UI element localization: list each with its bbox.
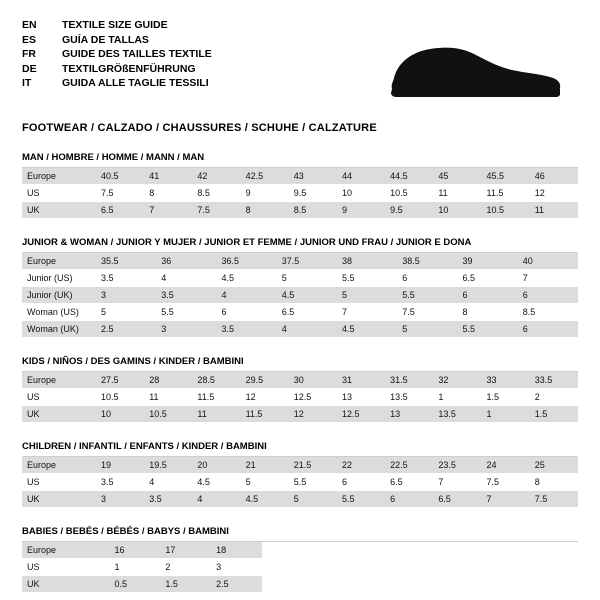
size-table-kids: [22, 372, 578, 423]
cell: 18: [211, 542, 262, 559]
table-row: [22, 253, 578, 270]
cell: 7.5: [96, 185, 144, 202]
table-row: [22, 559, 262, 576]
cell: 31: [337, 372, 385, 389]
cell: 44.5: [385, 168, 433, 185]
cell: 7: [518, 270, 578, 287]
cell: 4.5: [241, 491, 289, 508]
cell: 16: [109, 542, 160, 559]
cell: 25: [530, 457, 578, 474]
cell: 20: [192, 457, 240, 474]
cell: 1.5: [482, 389, 530, 406]
language-row: [22, 76, 212, 91]
table-row: [22, 304, 578, 321]
cell: 10: [96, 406, 144, 423]
cell: 3: [96, 491, 144, 508]
cell: 46: [530, 168, 578, 185]
row-label: US: [22, 474, 96, 491]
cell: 12.5: [289, 389, 337, 406]
cell: 10.5: [482, 202, 530, 219]
cell: 8: [458, 304, 518, 321]
cell: 11: [144, 389, 192, 406]
table-row: [22, 576, 262, 593]
cell: 8.5: [289, 202, 337, 219]
cell: 5: [397, 321, 457, 338]
size-table-babies: [22, 542, 262, 593]
row-label: Europe: [22, 253, 96, 270]
cell: 4: [156, 270, 216, 287]
cell: 5: [277, 270, 337, 287]
table-row: [22, 287, 578, 304]
cell: 6: [518, 287, 578, 304]
table-row: [22, 270, 578, 287]
cell: 12: [289, 406, 337, 423]
row-label: Europe: [22, 542, 109, 559]
row-label: US: [22, 389, 96, 406]
table-row: [22, 474, 578, 491]
table-row: [22, 321, 578, 338]
cell: 28.5: [192, 372, 240, 389]
cell: 5.5: [337, 270, 397, 287]
language-row: [22, 47, 212, 62]
cell: 29.5: [241, 372, 289, 389]
cell: 13.5: [433, 406, 481, 423]
cell: 19.5: [144, 457, 192, 474]
language-title: GUIDA ALLE TAGLIE TESSILI: [62, 77, 209, 89]
cell: 7: [337, 304, 397, 321]
cell: 1: [482, 406, 530, 423]
cell: 33: [482, 372, 530, 389]
cell: 31.5: [385, 372, 433, 389]
cell: 8.5: [518, 304, 578, 321]
cell: 6: [458, 287, 518, 304]
cell: 22.5: [385, 457, 433, 474]
cell: 3: [96, 287, 156, 304]
language-row: [22, 33, 212, 48]
row-label: UK: [22, 491, 96, 508]
cell: 7: [144, 202, 192, 219]
cell: 1.5: [530, 406, 578, 423]
cell: 8.5: [192, 185, 240, 202]
cell: 22: [337, 457, 385, 474]
cell: 11: [433, 185, 481, 202]
cell: 5: [96, 304, 156, 321]
cell: 45: [433, 168, 481, 185]
cell: 42.5: [241, 168, 289, 185]
cell: 10.5: [144, 406, 192, 423]
row-label: Woman (UK): [22, 321, 96, 338]
cell: 7.5: [530, 491, 578, 508]
row-label: Europe: [22, 168, 96, 185]
cell: 9: [337, 202, 385, 219]
row-label: UK: [22, 576, 109, 593]
group-title: MAN / HOMBRE / HOMME / MANN / MAN: [22, 152, 578, 168]
cell: 1.5: [160, 576, 211, 593]
cell: 19: [96, 457, 144, 474]
row-label: US: [22, 185, 96, 202]
language-code: DE: [22, 62, 37, 75]
cell: 17: [160, 542, 211, 559]
size-table-junior-woman: [22, 253, 578, 338]
cell: 9.5: [385, 202, 433, 219]
cell: 10: [433, 202, 481, 219]
cell: 10.5: [96, 389, 144, 406]
cell: 6: [337, 474, 385, 491]
cell: 6.5: [433, 491, 481, 508]
cell: 42: [192, 168, 240, 185]
language-row: [22, 62, 212, 77]
cell: 32: [433, 372, 481, 389]
cell: 4.5: [337, 321, 397, 338]
cell: 3.5: [156, 287, 216, 304]
cell: 23.5: [433, 457, 481, 474]
cell: 38.5: [397, 253, 457, 270]
row-label: US: [22, 559, 109, 576]
cell: 2.5: [96, 321, 156, 338]
cell: 24: [482, 457, 530, 474]
language-title-table: [22, 18, 212, 91]
language-code: EN: [22, 19, 37, 31]
table-row: [22, 491, 578, 508]
table-row: [22, 406, 578, 423]
cell: 12: [530, 185, 578, 202]
cell: 5.5: [458, 321, 518, 338]
row-label: UK: [22, 406, 96, 423]
cell: 5.5: [337, 491, 385, 508]
cell: 5.5: [289, 474, 337, 491]
cell: 3: [156, 321, 216, 338]
cell: 35.5: [96, 253, 156, 270]
cell: 4: [144, 474, 192, 491]
cell: 38: [337, 253, 397, 270]
cell: 4: [192, 491, 240, 508]
cell: 27.5: [96, 372, 144, 389]
cell: 3.5: [217, 321, 277, 338]
cell: 11.5: [241, 406, 289, 423]
group-title: CHILDREN / INFANTIL / ENFANTS / KINDER / BAMBINI: [22, 441, 578, 457]
language-code: FR: [22, 48, 36, 60]
cell: 44: [337, 168, 385, 185]
cell: 2: [530, 389, 578, 406]
cell: 7.5: [397, 304, 457, 321]
cell: 7.5: [482, 474, 530, 491]
cell: 4: [217, 287, 277, 304]
table-row: [22, 389, 578, 406]
cell: 13: [385, 406, 433, 423]
cell: 21: [241, 457, 289, 474]
cell: 40: [518, 253, 578, 270]
cell: 4: [277, 321, 337, 338]
language-title-body: [22, 18, 212, 91]
header: [22, 18, 578, 108]
cell: 3.5: [144, 491, 192, 508]
cell: 5.5: [156, 304, 216, 321]
language-title: GUIDE DES TAILLES TEXTILE: [62, 48, 212, 60]
group-children: [22, 441, 578, 508]
cell: 6: [385, 491, 433, 508]
cell: 7: [482, 491, 530, 508]
cell: 7: [433, 474, 481, 491]
cell: 5.5: [397, 287, 457, 304]
table-row: [22, 185, 578, 202]
row-label: Europe: [22, 457, 96, 474]
cell: 21.5: [289, 457, 337, 474]
cell: 11: [192, 406, 240, 423]
cell: 37.5: [277, 253, 337, 270]
cell: 4.5: [192, 474, 240, 491]
table-row: [22, 168, 578, 185]
language-title: GUÍA DE TALLAS: [62, 33, 149, 46]
row-label: Junior (US): [22, 270, 96, 287]
group-title: BABIES / BEBÉS / BÉBÉS / BABYS / BAMBINI: [22, 526, 578, 542]
cell: 2: [160, 559, 211, 576]
cell: 5: [289, 491, 337, 508]
cell: 4.5: [217, 270, 277, 287]
cell: 28: [144, 372, 192, 389]
cell: 33.5: [530, 372, 578, 389]
cell: 39: [458, 253, 518, 270]
cell: 5: [241, 474, 289, 491]
cell: 11: [530, 202, 578, 219]
cell: 8: [241, 202, 289, 219]
cell: 43: [289, 168, 337, 185]
cell: 6: [397, 270, 457, 287]
cell: 36: [156, 253, 216, 270]
cell: 1: [109, 559, 160, 576]
table-row: [22, 542, 262, 559]
cell: 9: [241, 185, 289, 202]
cell: 40.5: [96, 168, 144, 185]
cell: 45.5: [482, 168, 530, 185]
cell: 6: [217, 304, 277, 321]
language-title: TEXTILE SIZE GUIDE: [62, 19, 168, 31]
cell: 8: [530, 474, 578, 491]
cell: 6.5: [385, 474, 433, 491]
language-code: IT: [22, 77, 32, 89]
table-row: [22, 372, 578, 389]
cell: 4.5: [277, 287, 337, 304]
cell: 11.5: [192, 389, 240, 406]
cell: 6.5: [458, 270, 518, 287]
group-man: [22, 152, 578, 219]
table-row: [22, 202, 578, 219]
cell: 0.5: [109, 576, 160, 593]
cell: 3.5: [96, 474, 144, 491]
cell: 8: [144, 185, 192, 202]
cell: 12: [241, 389, 289, 406]
cell: 1: [433, 389, 481, 406]
group-babies: [22, 526, 578, 593]
cell: 6.5: [277, 304, 337, 321]
cell: 9.5: [289, 185, 337, 202]
size-table-children: [22, 457, 578, 508]
cell: 10: [337, 185, 385, 202]
cell: 13.5: [385, 389, 433, 406]
language-row: [22, 18, 212, 33]
group-kids: [22, 356, 578, 423]
cell: 12.5: [337, 406, 385, 423]
cell: 2.5: [211, 576, 262, 593]
group-junior-woman: [22, 237, 578, 338]
cell: 11.5: [482, 185, 530, 202]
table-row: [22, 457, 578, 474]
dress-shoe-icon: [386, 32, 566, 102]
row-label: Junior (UK): [22, 287, 96, 304]
cell: 10.5: [385, 185, 433, 202]
cell: 36.5: [217, 253, 277, 270]
cell: 41: [144, 168, 192, 185]
group-title: KIDS / NIÑOS / DES GAMINS / KINDER / BAMBINI: [22, 356, 578, 372]
cell: 3.5: [96, 270, 156, 287]
row-label: Woman (US): [22, 304, 96, 321]
cell: 7.5: [192, 202, 240, 219]
cell: 3: [211, 559, 262, 576]
language-code: ES: [22, 33, 37, 46]
category-title: FOOTWEAR / CALZADO / CHAUSSURES / SCHUHE / CALZATURE: [22, 122, 377, 134]
row-label: UK: [22, 202, 96, 219]
group-title: JUNIOR & WOMAN / JUNIOR Y MUJER / JUNIOR ET FEMME / JUNIOR UND FRAU / JUNIOR E DONA: [22, 237, 578, 253]
cell: 30: [289, 372, 337, 389]
row-label: Europe: [22, 372, 96, 389]
cell: 5: [337, 287, 397, 304]
size-table-man: [22, 168, 578, 219]
language-title: TEXTILGRÖßENFÜHRUNG: [62, 62, 196, 75]
cell: 6.5: [96, 202, 144, 219]
cell: 13: [337, 389, 385, 406]
cell: 6: [518, 321, 578, 338]
